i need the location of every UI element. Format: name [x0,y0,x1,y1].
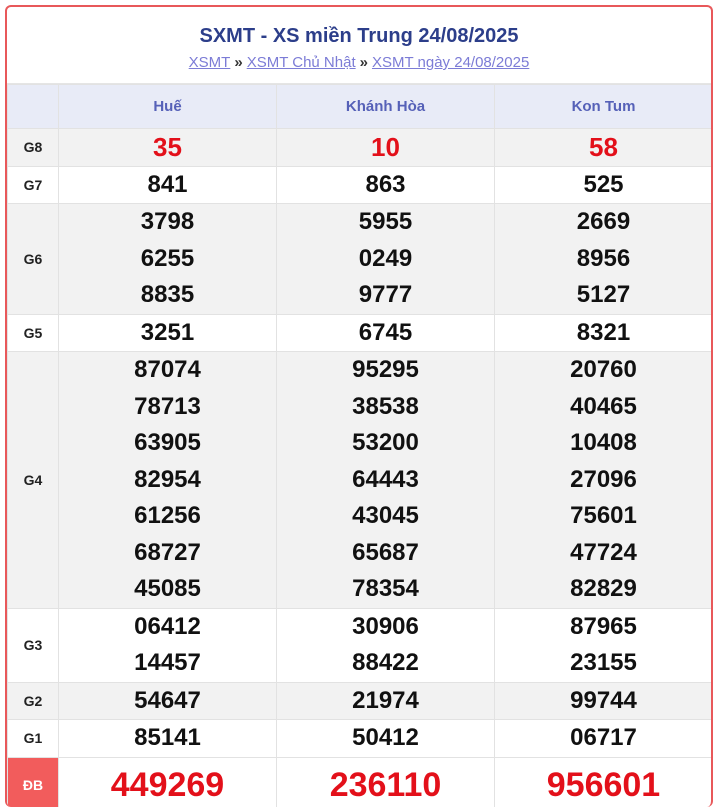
prize-number: 87965 [570,612,637,640]
prize-number: 88422 [352,649,419,676]
prize-number: 449269 [110,765,225,804]
breadcrumb-link-weekday[interactable]: XSMT Chủ Nhật [246,54,356,71]
prize-row [8,166,713,204]
province-header: Kon Tum [495,85,713,129]
prize-number: 85141 [134,724,201,751]
prize-row [8,608,713,682]
prize-row [8,352,713,609]
results-panel [5,5,713,807]
prize-cell [277,129,495,167]
prize-number: 2669 [576,208,631,235]
prize-label: G7 [8,166,59,204]
prize-label: G2 [8,682,59,720]
results-header [7,7,711,84]
prize-row [8,314,713,352]
breadcrumb-link-xsmt[interactable]: XSMT [188,54,231,71]
prize-number: 20760 [570,356,637,383]
prize-cell [277,757,495,807]
prize-number: 10408 [570,429,637,456]
prize-number: 525 [583,170,624,198]
prize-number: 21974 [352,686,419,714]
prize-number: 78354 [352,575,419,602]
prize-number: 53200 [352,429,419,456]
prize-number: 61256 [134,502,201,529]
breadcrumb-separator: » [359,54,368,71]
prize-number: 8835 [140,281,195,308]
prize-cell [59,129,277,167]
page-title: SXMT - XS miền Trung 24/08/2025 [199,25,519,47]
breadcrumb-link-date[interactable]: XSMT ngày 24/08/2025 [371,54,530,71]
prize-number: 30906 [352,612,419,640]
prize-number: 6255 [140,244,195,272]
prize-number: 78713 [134,392,201,420]
prize-cell [277,204,495,315]
prize-number: 06717 [570,724,637,751]
province-header: Khánh Hòa [277,85,495,129]
prize-number: 87074 [134,356,201,383]
prize-cell [277,166,495,204]
province-header-row [8,85,713,129]
prize-number: 6745 [358,318,413,346]
prize-cell [495,757,713,807]
prize-number: 10 [371,132,400,162]
prize-number: 5127 [576,281,631,308]
prize-cell [59,352,277,609]
prize-number: 40465 [570,392,637,420]
prize-cell [495,166,713,204]
prize-cell [495,352,713,609]
province-header: Huế [59,85,277,129]
prize-number: 3251 [140,318,195,346]
prize-row [8,720,713,758]
prize-number: 38538 [352,392,419,420]
prize-cell [277,682,495,720]
prize-number: 35 [153,132,182,162]
prize-number: 14457 [134,649,201,676]
prize-number: 43045 [352,502,419,529]
prize-number: 99744 [570,686,637,714]
prize-cell [495,682,713,720]
prize-label: G4 [8,352,59,609]
prize-cell [59,608,277,682]
prize-cell [495,129,713,167]
prize-row [8,204,713,315]
prize-number: 54647 [134,686,201,714]
prize-number: 63905 [134,429,201,456]
prize-rows [8,129,713,808]
prize-number: 23155 [570,649,637,676]
prize-number: 3798 [140,208,195,235]
prize-number: 8956 [576,244,631,272]
prize-cell [277,314,495,352]
prize-number: 64443 [352,465,419,493]
prize-number: 863 [365,170,406,198]
prize-label: G1 [8,720,59,758]
prize-row [8,757,713,807]
results-table [7,84,713,807]
prize-number: 58 [589,132,618,162]
prize-number: 47724 [570,538,637,566]
prize-row [8,129,713,167]
prize-number: 27096 [570,465,637,493]
prize-label: G3 [8,608,59,682]
prize-label: G6 [8,204,59,315]
prize-number: 82954 [134,465,201,493]
prize-label: ĐB [8,757,59,807]
prize-label: G8 [8,129,59,167]
prize-cell [277,720,495,758]
prize-number: 75601 [570,502,637,529]
prize-cell [59,757,277,807]
prize-cell [277,352,495,609]
prize-cell [59,682,277,720]
prize-cell [59,720,277,758]
prize-cell [277,608,495,682]
prize-cell [59,314,277,352]
prize-cell [495,608,713,682]
prize-number: 8321 [576,318,631,346]
prize-cell [59,204,277,315]
prize-label: G5 [8,314,59,352]
prize-cell [495,314,713,352]
header-corner [8,85,59,129]
prize-number: 841 [147,170,188,198]
prize-number: 45085 [134,575,201,602]
prize-number: 236110 [329,765,442,804]
prize-number: 65687 [352,538,419,566]
prize-number: 5955 [358,208,413,235]
prize-number: 82829 [570,575,637,602]
prize-number: 95295 [352,356,419,383]
prize-number: 50412 [352,724,419,751]
prize-number: 68727 [134,538,201,566]
prize-row [8,682,713,720]
prize-number: 956601 [546,765,661,804]
prize-number: 9777 [358,281,413,308]
prize-cell [59,166,277,204]
prize-number: 0249 [358,244,413,272]
prize-number: 06412 [134,612,201,640]
prize-cell [495,204,713,315]
prize-cell [495,720,713,758]
breadcrumb-separator: » [234,54,243,71]
breadcrumb [7,54,711,72]
